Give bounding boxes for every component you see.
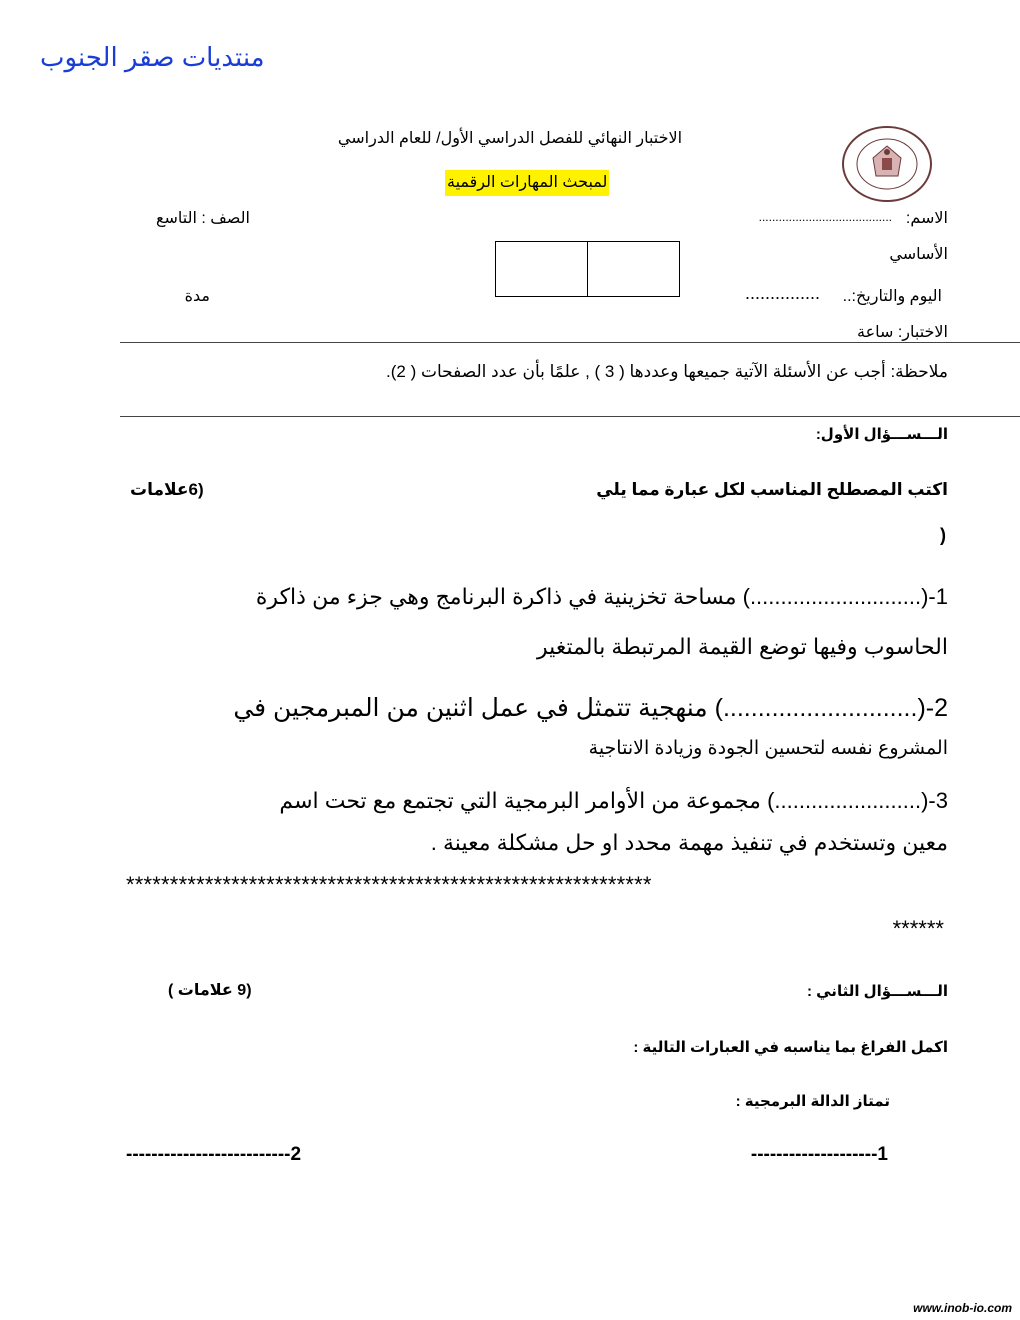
date-field: ............... xyxy=(744,283,820,303)
exam-note: ملاحظة: أجب عن الأسئلة الآتية جميعها وعددها ( 3 ) , علمًا بأن عدد الصفحات ( 2). xyxy=(386,362,948,381)
answer-blank-2: 2-------------------------- xyxy=(126,1144,302,1165)
score-box-right xyxy=(587,241,680,297)
separator-stars-tail: ****** xyxy=(892,916,944,941)
question1-item2-line1: 2-(............................) منهجية تتمثل في عمل اثنين من المبرمجين في xyxy=(233,694,948,722)
question1-item3-line2: معين وتستخدم في تنفيذ مهمة محدد او حل مشكلة معينة . xyxy=(430,830,948,855)
basic-level-label: الأساسي xyxy=(889,246,948,263)
answer-blank-1: 1-------------------- xyxy=(750,1144,888,1165)
name-field: ........................................ xyxy=(758,210,892,224)
duration-label: مدة xyxy=(184,288,210,305)
question2-subheading: تمتاز الدالة البرمجية : xyxy=(735,1093,890,1110)
date-label: اليوم والتاريخ:.. xyxy=(842,288,942,305)
question2-marks: (9 علامات ) xyxy=(168,982,252,999)
question1-item1-line2: الحاسوب وفيها توضع القيمة المرتبطة بالمتغير xyxy=(537,634,948,659)
question1-marks: (6علامات xyxy=(130,480,204,499)
exam-duration-label: الاختبار: ساعة xyxy=(856,324,948,341)
question1-item3-line1: 3-(........................) مجموعة من الأوامر البرمجية التي تجتمع مع تحت اسم xyxy=(279,788,948,813)
footer-url: www.inob-io.com xyxy=(913,1301,1012,1315)
question2-instruction: اكمل الفراغ بما يناسبه في العبارات التالية : xyxy=(633,1039,948,1056)
separator-stars: ************************************************************ xyxy=(126,872,652,897)
question1-closing-paren: ) xyxy=(940,525,946,545)
subject-title: لمبحث المهارات الرقمية xyxy=(445,170,609,196)
grade-label: الصف : التاسع xyxy=(155,210,250,227)
score-box-left xyxy=(495,241,588,297)
exam-title: الاختبار النهائي للفصل الدراسي الأول/ للعام الدراسي xyxy=(337,130,683,147)
question1-item2-line2: المشروع نفسه لتحسين الجودة وزيادة الانتاجية xyxy=(588,738,948,759)
question1-item1-line1: 1-(............................) مساحة تخزينية في ذاكرة البرنامج وهي جزء من ذاكرة xyxy=(255,584,948,609)
name-label: الاسم: xyxy=(905,210,948,227)
jordan-ministry-seal xyxy=(838,124,936,204)
forum-name: منتديات صقر الجنوب xyxy=(40,42,265,72)
question2-heading: الـــســـؤال الثاني : xyxy=(806,983,948,1000)
divider-bottom xyxy=(120,416,1020,417)
divider-top xyxy=(120,342,1020,343)
question1-heading: الـــســـؤال الأول: xyxy=(815,426,948,443)
question1-instruction: اكتب المصطلح المناسب لكل عبارة مما يلي xyxy=(596,480,948,499)
